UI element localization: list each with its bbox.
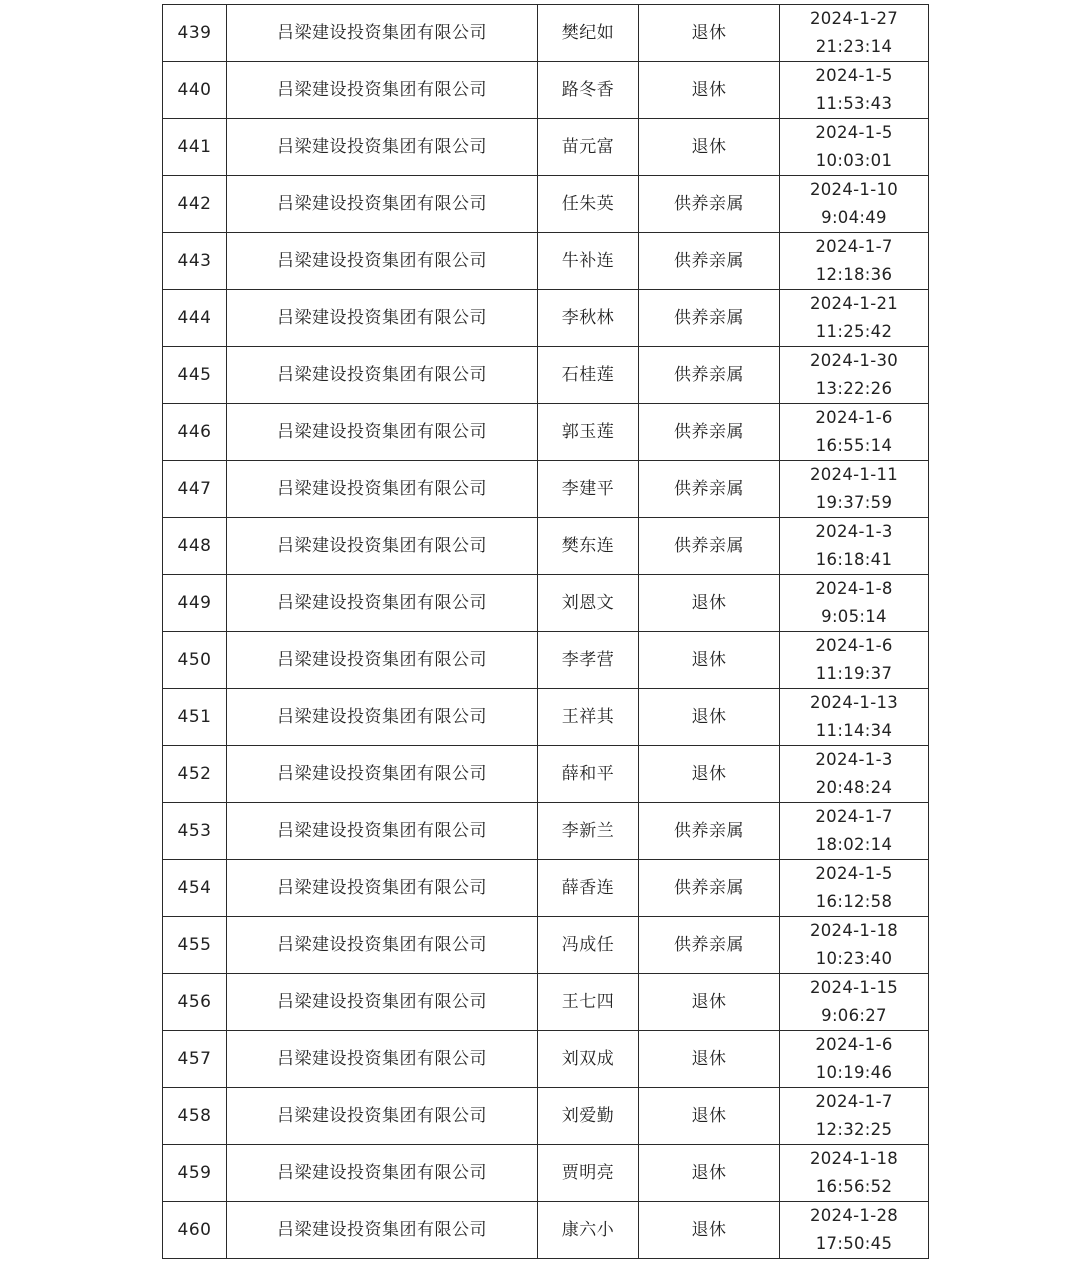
timestamp-date: 2024-1-18 xyxy=(809,921,899,940)
timestamp-time: 10:23:40 xyxy=(815,949,893,968)
row-number-cell: 459 xyxy=(163,1145,227,1202)
timestamp-time: 16:12:58 xyxy=(815,892,893,911)
records-table-body xyxy=(163,5,929,1259)
timestamp-date: 2024-1-18 xyxy=(809,1149,899,1168)
timestamp-date: 2024-1-6 xyxy=(815,408,893,427)
category-cell: 退休 xyxy=(639,746,780,803)
table-row xyxy=(163,119,929,176)
category-cell: 退休 xyxy=(639,5,780,62)
timestamp-date: 2024-1-7 xyxy=(815,237,893,256)
company-cell: 吕梁建设投资集团有限公司 xyxy=(227,917,538,974)
timestamp-date: 2024-1-11 xyxy=(809,465,899,484)
timestamp-date: 2024-1-5 xyxy=(815,864,893,883)
category-cell: 供养亲属 xyxy=(639,404,780,461)
table-row xyxy=(163,746,929,803)
company-cell: 吕梁建设投资集团有限公司 xyxy=(227,5,538,62)
timestamp-time: 9:04:49 xyxy=(821,208,887,227)
company-cell: 吕梁建设投资集团有限公司 xyxy=(227,860,538,917)
timestamp-time: 16:55:14 xyxy=(815,436,893,455)
timestamp-date: 2024-1-5 xyxy=(815,66,893,85)
timestamp-cell xyxy=(780,974,929,1031)
timestamp-cell xyxy=(780,347,929,404)
timestamp-date: 2024-1-6 xyxy=(815,636,893,655)
person-name-cell: 樊纪如 xyxy=(538,5,639,62)
timestamp-date: 2024-1-10 xyxy=(809,180,899,199)
row-number-cell: 446 xyxy=(163,404,227,461)
category-cell: 退休 xyxy=(639,62,780,119)
timestamp-time: 20:48:24 xyxy=(815,778,893,797)
timestamp-cell xyxy=(780,1145,929,1202)
row-number-cell: 460 xyxy=(163,1202,227,1259)
timestamp-date: 2024-1-3 xyxy=(815,750,893,769)
timestamp-cell xyxy=(780,689,929,746)
row-number-cell: 440 xyxy=(163,62,227,119)
timestamp-time: 10:03:01 xyxy=(815,151,893,170)
person-name-cell: 郭玉莲 xyxy=(538,404,639,461)
company-cell: 吕梁建设投资集团有限公司 xyxy=(227,62,538,119)
records-sheet xyxy=(162,4,928,1259)
timestamp-date: 2024-1-7 xyxy=(815,1092,893,1111)
category-cell: 退休 xyxy=(639,1202,780,1259)
person-name-cell: 冯成任 xyxy=(538,917,639,974)
person-name-cell: 李孝营 xyxy=(538,632,639,689)
timestamp-cell xyxy=(780,290,929,347)
row-number-cell: 445 xyxy=(163,347,227,404)
timestamp-time: 17:50:45 xyxy=(815,1234,893,1253)
person-name-cell: 李建平 xyxy=(538,461,639,518)
company-cell: 吕梁建设投资集团有限公司 xyxy=(227,290,538,347)
table-row xyxy=(163,347,929,404)
table-row xyxy=(163,1031,929,1088)
table-row xyxy=(163,290,929,347)
timestamp-cell xyxy=(780,461,929,518)
person-name-cell: 苗元富 xyxy=(538,119,639,176)
company-cell: 吕梁建设投资集团有限公司 xyxy=(227,974,538,1031)
category-cell: 供养亲属 xyxy=(639,917,780,974)
company-cell: 吕梁建设投资集团有限公司 xyxy=(227,689,538,746)
person-name-cell: 李秋林 xyxy=(538,290,639,347)
company-cell: 吕梁建设投资集团有限公司 xyxy=(227,575,538,632)
company-cell: 吕梁建设投资集团有限公司 xyxy=(227,746,538,803)
timestamp-cell xyxy=(780,1202,929,1259)
company-cell: 吕梁建设投资集团有限公司 xyxy=(227,518,538,575)
row-number-cell: 456 xyxy=(163,974,227,1031)
person-name-cell: 李新兰 xyxy=(538,803,639,860)
row-number-cell: 457 xyxy=(163,1031,227,1088)
timestamp-cell xyxy=(780,5,929,62)
timestamp-cell xyxy=(780,632,929,689)
category-cell: 供养亲属 xyxy=(639,860,780,917)
timestamp-cell xyxy=(780,404,929,461)
timestamp-time: 9:06:27 xyxy=(821,1006,887,1025)
company-cell: 吕梁建设投资集团有限公司 xyxy=(227,404,538,461)
timestamp-date: 2024-1-27 xyxy=(809,9,899,28)
table-row xyxy=(163,1088,929,1145)
timestamp-cell xyxy=(780,803,929,860)
timestamp-time: 11:53:43 xyxy=(815,94,893,113)
person-name-cell: 薛香连 xyxy=(538,860,639,917)
category-cell: 供养亲属 xyxy=(639,290,780,347)
row-number-cell: 444 xyxy=(163,290,227,347)
person-name-cell: 刘爱勤 xyxy=(538,1088,639,1145)
table-row xyxy=(163,5,929,62)
category-cell: 供养亲属 xyxy=(639,518,780,575)
table-row xyxy=(163,233,929,290)
row-number-cell: 441 xyxy=(163,119,227,176)
timestamp-date: 2024-1-28 xyxy=(809,1206,899,1225)
table-row xyxy=(163,632,929,689)
timestamp-time: 12:18:36 xyxy=(815,265,893,284)
timestamp-date: 2024-1-30 xyxy=(809,351,899,370)
row-number-cell: 443 xyxy=(163,233,227,290)
timestamp-cell xyxy=(780,62,929,119)
table-row xyxy=(163,860,929,917)
category-cell: 退休 xyxy=(639,632,780,689)
records-table xyxy=(162,4,929,1259)
timestamp-time: 16:18:41 xyxy=(815,550,893,569)
row-number-cell: 448 xyxy=(163,518,227,575)
timestamp-time: 11:19:37 xyxy=(815,664,893,683)
category-cell: 退休 xyxy=(639,1088,780,1145)
company-cell: 吕梁建设投资集团有限公司 xyxy=(227,1202,538,1259)
company-cell: 吕梁建设投资集团有限公司 xyxy=(227,176,538,233)
row-number-cell: 450 xyxy=(163,632,227,689)
timestamp-time: 13:22:26 xyxy=(815,379,893,398)
row-number-cell: 458 xyxy=(163,1088,227,1145)
row-number-cell: 452 xyxy=(163,746,227,803)
timestamp-cell xyxy=(780,1031,929,1088)
person-name-cell: 牛补连 xyxy=(538,233,639,290)
table-row xyxy=(163,176,929,233)
timestamp-time: 16:56:52 xyxy=(815,1177,893,1196)
table-row xyxy=(163,518,929,575)
company-cell: 吕梁建设投资集团有限公司 xyxy=(227,803,538,860)
timestamp-date: 2024-1-13 xyxy=(809,693,899,712)
timestamp-time: 11:14:34 xyxy=(815,721,893,740)
table-row xyxy=(163,917,929,974)
table-row xyxy=(163,1145,929,1202)
company-cell: 吕梁建设投资集团有限公司 xyxy=(227,1145,538,1202)
person-name-cell: 王祥其 xyxy=(538,689,639,746)
row-number-cell: 454 xyxy=(163,860,227,917)
row-number-cell: 447 xyxy=(163,461,227,518)
timestamp-date: 2024-1-21 xyxy=(809,294,899,313)
person-name-cell: 康六小 xyxy=(538,1202,639,1259)
category-cell: 供养亲属 xyxy=(639,347,780,404)
timestamp-cell xyxy=(780,575,929,632)
company-cell: 吕梁建设投资集团有限公司 xyxy=(227,1031,538,1088)
timestamp-date: 2024-1-15 xyxy=(809,978,899,997)
timestamp-cell xyxy=(780,1088,929,1145)
timestamp-time: 12:32:25 xyxy=(815,1120,893,1139)
category-cell: 供养亲属 xyxy=(639,233,780,290)
person-name-cell: 刘双成 xyxy=(538,1031,639,1088)
timestamp-cell xyxy=(780,746,929,803)
category-cell: 供养亲属 xyxy=(639,803,780,860)
timestamp-cell xyxy=(780,860,929,917)
table-row xyxy=(163,62,929,119)
category-cell: 退休 xyxy=(639,1031,780,1088)
person-name-cell: 王七四 xyxy=(538,974,639,1031)
category-cell: 退休 xyxy=(639,974,780,1031)
timestamp-time: 11:25:42 xyxy=(815,322,893,341)
timestamp-date: 2024-1-7 xyxy=(815,807,893,826)
timestamp-cell xyxy=(780,119,929,176)
timestamp-date: 2024-1-3 xyxy=(815,522,893,541)
category-cell: 退休 xyxy=(639,1145,780,1202)
row-number-cell: 439 xyxy=(163,5,227,62)
timestamp-time: 10:19:46 xyxy=(815,1063,893,1082)
table-row xyxy=(163,404,929,461)
table-row xyxy=(163,689,929,746)
person-name-cell: 刘恩文 xyxy=(538,575,639,632)
row-number-cell: 451 xyxy=(163,689,227,746)
company-cell: 吕梁建设投资集团有限公司 xyxy=(227,233,538,290)
row-number-cell: 449 xyxy=(163,575,227,632)
company-cell: 吕梁建设投资集团有限公司 xyxy=(227,1088,538,1145)
category-cell: 退休 xyxy=(639,119,780,176)
person-name-cell: 任朱英 xyxy=(538,176,639,233)
category-cell: 退休 xyxy=(639,575,780,632)
timestamp-date: 2024-1-8 xyxy=(815,579,893,598)
timestamp-cell xyxy=(780,518,929,575)
table-row xyxy=(163,803,929,860)
row-number-cell: 455 xyxy=(163,917,227,974)
company-cell: 吕梁建设投资集团有限公司 xyxy=(227,632,538,689)
timestamp-cell xyxy=(780,233,929,290)
person-name-cell: 路冬香 xyxy=(538,62,639,119)
timestamp-time: 9:05:14 xyxy=(821,607,887,626)
company-cell: 吕梁建设投资集团有限公司 xyxy=(227,119,538,176)
timestamp-date: 2024-1-6 xyxy=(815,1035,893,1054)
person-name-cell: 樊东连 xyxy=(538,518,639,575)
timestamp-time: 19:37:59 xyxy=(815,493,893,512)
table-row xyxy=(163,1202,929,1259)
row-number-cell: 442 xyxy=(163,176,227,233)
timestamp-time: 18:02:14 xyxy=(815,835,893,854)
company-cell: 吕梁建设投资集团有限公司 xyxy=(227,347,538,404)
table-row xyxy=(163,974,929,1031)
person-name-cell: 薛和平 xyxy=(538,746,639,803)
category-cell: 供养亲属 xyxy=(639,176,780,233)
category-cell: 退休 xyxy=(639,689,780,746)
person-name-cell: 贾明亮 xyxy=(538,1145,639,1202)
timestamp-cell xyxy=(780,176,929,233)
timestamp-time: 21:23:14 xyxy=(815,37,893,56)
table-row xyxy=(163,575,929,632)
row-number-cell: 453 xyxy=(163,803,227,860)
table-row xyxy=(163,461,929,518)
person-name-cell: 石桂莲 xyxy=(538,347,639,404)
company-cell: 吕梁建设投资集团有限公司 xyxy=(227,461,538,518)
timestamp-date: 2024-1-5 xyxy=(815,123,893,142)
timestamp-cell xyxy=(780,917,929,974)
category-cell: 供养亲属 xyxy=(639,461,780,518)
